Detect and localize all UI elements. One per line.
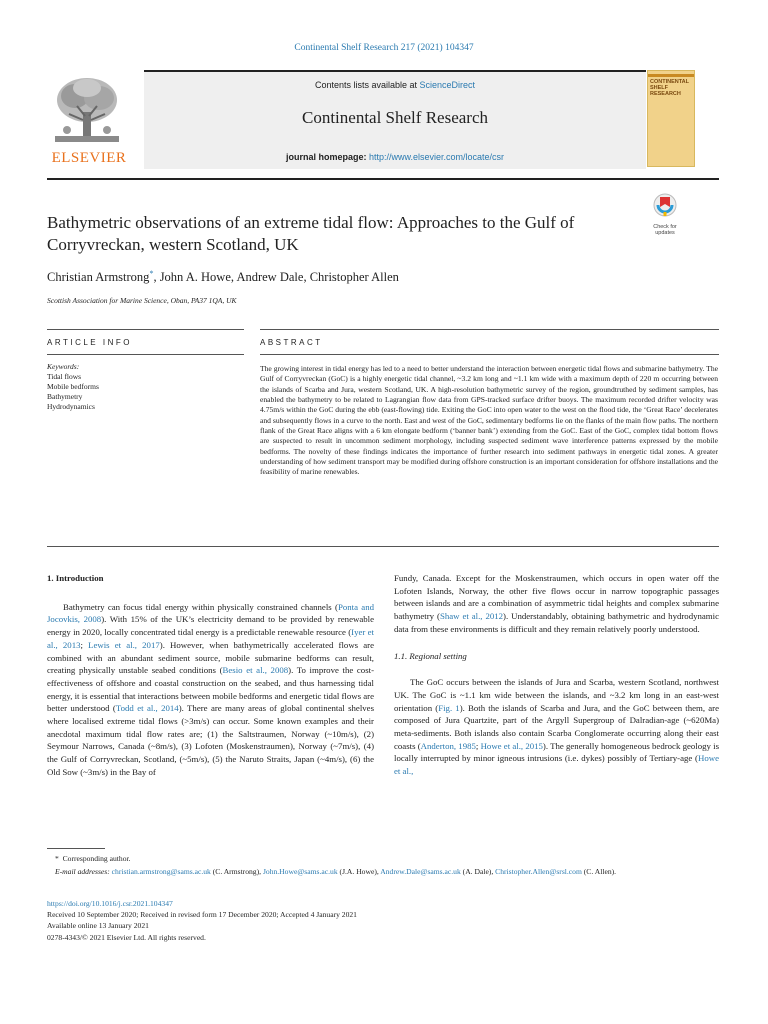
left-column xyxy=(47,572,374,779)
journal-title: Continental Shelf Research xyxy=(301,108,488,127)
doi-link[interactable]: https://doi.org/10.1016/j.csr.2021.104347 xyxy=(47,899,173,908)
email-link[interactable]: Christopher.Allen@srsl.com xyxy=(495,866,582,876)
author-name[interactable]: Christian Armstrong xyxy=(47,270,150,285)
journal-header xyxy=(47,70,692,168)
email-link[interactable]: christian.armstrong@sams.ac.uk xyxy=(111,866,211,876)
keyword-item: Hydrodynamics xyxy=(47,402,95,411)
citation-link[interactable]: Howe et al., xyxy=(394,753,719,777)
tree-icon xyxy=(47,70,127,150)
author-name[interactable]: Christopher Allen xyxy=(309,270,399,285)
check-for-updates-badge[interactable] xyxy=(645,193,685,236)
footnotes xyxy=(47,853,719,878)
journal-reference[interactable]: Continental Shelf Research 217 (2021) 104347 xyxy=(294,43,474,53)
citation-link[interactable]: Lewis et al., 2017 xyxy=(88,639,160,650)
subsection-heading-regional-setting: 1.1. Regional setting xyxy=(394,650,467,661)
affiliation: Scottish Association for Marine Science, Oban, PA37 1QA, UK xyxy=(47,296,237,305)
keywords-label: Keywords: xyxy=(47,362,80,371)
email-note: E-mail addresses: christian.armstrong@sams.ac.uk (C. Armstrong), John.Howe@sams.ac.uk (J.A. Howe), Andrew.Dale@sams.ac.uk (A. Dale), Christopher.Allen@srsl.com (C. Allen). xyxy=(55,866,617,876)
figure-link[interactable]: Fig. 1 xyxy=(438,702,460,713)
footnote-rule xyxy=(47,848,105,849)
citation-link[interactable]: Ponta and Jocovkis, 2008 xyxy=(47,601,374,625)
corresponding-note: * Corresponding author. xyxy=(55,854,131,863)
crossmark-label: Check for updates xyxy=(653,224,677,236)
article-info-top-rule xyxy=(47,329,244,330)
section-heading-introduction: 1. Introduction xyxy=(47,573,104,583)
keyword-item: Tidal flows xyxy=(47,372,82,381)
sciencedirect-link[interactable]: ScienceDirect xyxy=(419,80,476,90)
header-divider xyxy=(47,178,719,180)
keyword-item: Mobile bedforms xyxy=(47,382,99,391)
homepage-prefix: journal homepage: xyxy=(285,152,369,162)
author-name[interactable]: John A. Howe xyxy=(159,270,231,285)
abstract-heading: ABSTRACT xyxy=(260,338,323,347)
copyright-line: 0278-4343/© 2021 Elsevier Ltd. All rights reserved. xyxy=(47,932,206,942)
homepage-link[interactable]: http://www.elsevier.com/locate/csr xyxy=(368,152,505,162)
contents-prefix: Contents lists available at xyxy=(314,80,420,90)
abstract-bottom-rule xyxy=(47,546,719,547)
keywords-block xyxy=(47,362,99,412)
author-list: Christian Armstrong*, John A. Howe, Andrew Dale, Christopher Allen xyxy=(47,269,399,285)
citation-link[interactable]: Anderton, 1985 xyxy=(420,740,476,751)
email-link[interactable]: John.Howe@sams.ac.uk xyxy=(262,866,338,876)
abstract-rule xyxy=(260,354,719,355)
cover-title: CONTINENTAL SHELF RESEARCH xyxy=(650,79,689,97)
journal-masthead xyxy=(144,70,646,169)
journal-cover-thumbnail[interactable] xyxy=(647,70,695,167)
article-info-rule xyxy=(47,354,244,355)
citation-link[interactable]: Besio et al., 2008 xyxy=(222,665,289,676)
regional-paragraph: The GoC occurs between the islands of Jura and Scarba, western Scotland, northwest UK. The GoC is ~1.1 km wide between the islands, and ~3.2 km long in an east-west orientation (Fig. 1). Both the islands of Scarba and Jura, and the GoC between them, are composed of Jura Quartzite, part of the Argyll Supergroup of Dalradian-age (~620Ma) meta-sediments. Both islands also contain Scarba Conglomerate occurring along their east coasts (Anderton, 1985; Howe et al., 2015). The generally homogeneous bedrock geology is locally interrupted by minor igneous intrusions (i.e. dykes) possibly of Tertiary-age (Howe et al., xyxy=(394,677,719,777)
bibliographic-info xyxy=(47,898,719,943)
article-info-heading: ARTICLE INFO xyxy=(47,338,132,347)
cover-band xyxy=(648,74,694,77)
citation-link[interactable]: Shaw et al., 2012 xyxy=(439,611,504,622)
email-link[interactable]: Andrew.Dale@sams.ac.uk xyxy=(380,866,461,876)
abstract-text: The growing interest in tidal energy has led to a need to better understand the interaction between energetic tidal flows and submarine bathymetry. The Gulf of Corryvreckan (GoC) is a highly energetic tidal channel, ~3.2 km long and ~1.1 km wide with a maximum depth of 220 m occurring between the islands of Scarba and Jura, western Scotland, UK. A high-resolution bathymetric survey of the region, groundtruthed by sediment samples, has enabled the bathymetry to be related to Lagrangian flow data from GPS-tracked surface drifter buoys. The maximum recorded drifter velocity was 4.75m/s within the GoC during the ebb (east-flowing) tide. Exiting the GoC into open water to the west on the flood tide, the ‘Great Race’ decelerates and subsequently flows in a curve to the north. East and west of the GoC, sedimentary bedforms lie on the flanks of the main flow paths. The northern flank of the Great Race aligns with a 6 km elongate bedform (‘banner bank’) extending from the GoC. East of the GoC, complex tidal bottom flows are suspected to result in uncommon sediment morphology, including suspected sediment wave interference patterns expressed by the mobile bedforms. The novelty of these findings indicates the importance of further research into sediment pathways in energetic tidal zones. A greater understanding of how sediment transport may be modified during offshore construction is an important consideration for offshore installations and the feasibility of marine renewables. xyxy=(260,364,718,477)
right-column xyxy=(394,572,719,778)
elsevier-wordmark: ELSEVIER xyxy=(51,150,127,166)
corresponding-marker[interactable]: * xyxy=(149,269,154,278)
homepage-line xyxy=(144,152,646,162)
available-online: Available online 13 January 2021 xyxy=(47,921,149,931)
citation-link[interactable]: Iyer et al., 2013 xyxy=(47,627,374,650)
received-dates: Received 10 September 2020; Received in revised form 17 December 2020; Accepted 4 January 2021 xyxy=(47,910,357,920)
author-name[interactable]: Andrew Dale xyxy=(236,270,304,285)
article-title: Bathymetric observations of an extreme tidal flow: Approaches to the Gulf of Corryvreckan, western Scotland, UK xyxy=(47,213,575,254)
abstract-top-rule xyxy=(260,329,719,330)
citation-link[interactable]: Howe et al., 2015 xyxy=(480,740,543,751)
citation-link[interactable]: Todd et al., 2014 xyxy=(115,703,179,714)
elsevier-tree-logo[interactable] xyxy=(47,70,127,168)
keyword-item: Bathymetry xyxy=(47,392,83,401)
contents-line xyxy=(144,80,646,90)
crossmark-icon xyxy=(653,193,677,219)
intro-paragraph-1: Bathymetry can focus tidal energy within physically constrained channels (Ponta and Jocovkis, 2008). With 15% of the UK’s electricity demand to be provided by renewable energy in 2020, locally concentrated tidal energy is a predictable renewable resource (Iyer et al., 2013; Lewis et al., 2017). However, when bathymetrically accelerated flows are combined with an abundant sediment source, mobile submarine bedforms can result, creating physically unstable seabed conditions (Besio et al., 2008). To improve the cost-effectiveness of offshore and coastal construction on the seabed, and thus harnessing tidal energy, it is essential that interactions between mobile bedforms and energetic tidal flows are better understood (Todd et al., 2014). There are many areas of global continental shelves where localised extreme tidal flows (>3m/s) can occur. Some known examples and their anecdotal maximum tidal flow rates are; (1) the Saltstraumen, Norway (~10m/s), (2) Seymour Narrows, Canada (~8m/s), (3) Lofoten (Moskenstraumen), Norway (~7m/s), (4) the Gulf of Corryvreckan, Scotland, (~5m/s), (5) the Naruto Straits, Japan (~4m/s), (6) the Old Sow (~3m/s) in the Bay of xyxy=(47,601,374,777)
intro-paragraph-2: Fundy, Canada. Except for the Moskenstraumen, which occurs in open water off the Lofoten Islands, Norway, the other five flows occur in narrow topographic passages between islands and are a combination of asymmetric tidal heights and complex submarine bathymetry (Shaw et al., 2012). Understandably, obtaining bathymetric and hydrodynamic data from these environments is difficult and they remain relatively poorly understood. xyxy=(394,573,719,634)
